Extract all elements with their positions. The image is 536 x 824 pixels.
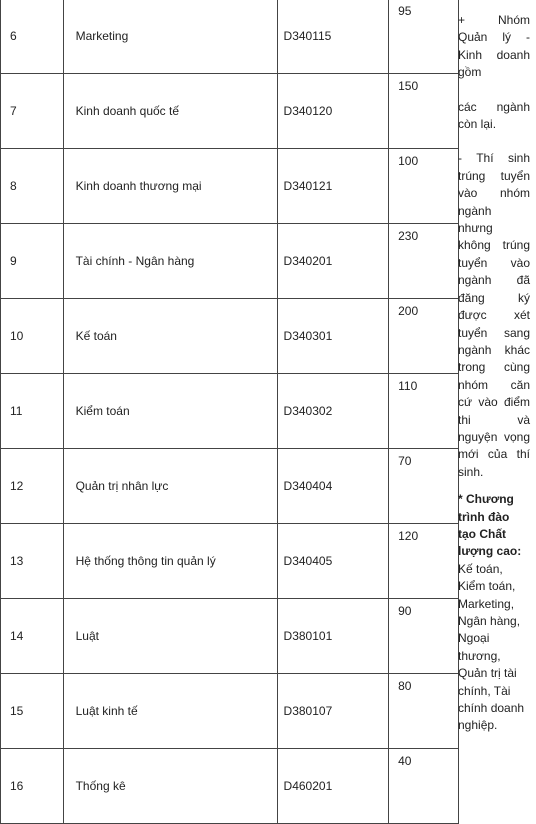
major-code: D340201: [277, 224, 389, 299]
major-code: D340120: [277, 74, 389, 149]
quota-value: 110: [389, 374, 459, 449]
major-code: D460201: [277, 749, 389, 824]
major-name: Luật: [63, 599, 277, 674]
major-name: Tài chính - Ngân hàng: [63, 224, 277, 299]
major-name: Kinh doanh quốc tế: [63, 74, 277, 149]
table-row: [1, 0, 536, 74]
note-high-quality-heading: [458, 491, 530, 561]
note-heading-line: * Chương: [458, 491, 530, 508]
note-heading-line: tạo Chất: [458, 526, 530, 543]
major-code: D380107: [277, 674, 389, 749]
row-number: 8: [1, 149, 64, 224]
note-line: còn lại.: [458, 116, 530, 133]
table-row: [1, 749, 536, 824]
row-number: 15: [1, 674, 64, 749]
program-line: Marketing,: [458, 596, 530, 613]
major-code: D340115: [277, 0, 389, 74]
note-line: nguyện vọng: [458, 429, 530, 446]
note-line: trong cùng: [458, 359, 530, 376]
note-line: + Nhóm: [458, 12, 530, 29]
note-line: sinh.: [458, 464, 530, 481]
note-line: nhưng: [458, 220, 530, 237]
table-row: [1, 524, 536, 599]
note-transfer-rule: [458, 150, 530, 481]
note-line: Kinh doanh: [458, 47, 530, 64]
table-row: [1, 599, 536, 674]
note-line: vào nhóm: [458, 185, 530, 202]
note-line: tuyển vào: [458, 255, 530, 272]
note-line: các ngành: [458, 99, 530, 116]
quota-value: 90: [389, 599, 459, 674]
notes-column: [458, 12, 530, 735]
note-line: mới của thí: [458, 446, 530, 463]
major-code: D340121: [277, 149, 389, 224]
major-code: D340301: [277, 299, 389, 374]
quota-value: 40: [389, 749, 459, 824]
quota-value: 150: [389, 74, 459, 149]
note-line: Quản lý -: [458, 29, 530, 46]
major-name: Quản trị nhân lực: [63, 449, 277, 524]
note-spacer: [458, 133, 530, 150]
program-line: nghiệp.: [458, 717, 530, 734]
major-name: Hệ thống thông tin quản lý: [63, 524, 277, 599]
row-number: 7: [1, 74, 64, 149]
row-number: 6: [1, 0, 64, 74]
quota-value: 100: [389, 149, 459, 224]
note-line: thi và: [458, 412, 530, 429]
major-name: Kinh doanh thương mại: [63, 149, 277, 224]
note-high-quality-programs: [458, 561, 530, 735]
quota-value: 70: [389, 449, 459, 524]
program-line: Quản trị tài: [458, 665, 530, 682]
note-spacer: [458, 481, 530, 491]
table-row: [1, 74, 536, 149]
major-code: D340405: [277, 524, 389, 599]
note-line: được xét: [458, 307, 530, 324]
note-group-intro: [458, 12, 530, 82]
table-row: [1, 374, 536, 449]
table-row: [1, 149, 536, 224]
row-number: 13: [1, 524, 64, 599]
row-number: 11: [1, 374, 64, 449]
major-code: D380101: [277, 599, 389, 674]
note-line: trúng tuyển: [458, 168, 530, 185]
quota-value: 80: [389, 674, 459, 749]
note-line: nhóm căn: [458, 377, 530, 394]
note-line: gồm: [458, 64, 530, 81]
major-name: Luật kinh tế: [63, 674, 277, 749]
major-name: Kiểm toán: [63, 374, 277, 449]
note-spacer: [458, 82, 530, 99]
major-name: Thống kê: [63, 749, 277, 824]
note-line: không trúng: [458, 237, 530, 254]
note-heading-line: lượng cao:: [458, 543, 530, 560]
table-row: [1, 299, 536, 374]
major-name: Kế toán: [63, 299, 277, 374]
quota-value: 95: [389, 0, 459, 74]
program-line: Kiểm toán,: [458, 578, 530, 595]
row-number: 14: [1, 599, 64, 674]
row-number: 16: [1, 749, 64, 824]
note-line: đăng ký: [458, 290, 530, 307]
note-line: ngành đã: [458, 272, 530, 289]
program-line: Ngân hàng,: [458, 613, 530, 630]
note-line: cứ vào điểm: [458, 394, 530, 411]
program-line: thương,: [458, 648, 530, 665]
row-number: 9: [1, 224, 64, 299]
note-line: - Thí sinh: [458, 150, 530, 167]
row-number: 10: [1, 299, 64, 374]
majors-table-body: [1, 0, 536, 824]
major-name: Marketing: [63, 0, 277, 74]
program-line: chính, Tài: [458, 683, 530, 700]
quota-value: 230: [389, 224, 459, 299]
major-code: D340404: [277, 449, 389, 524]
table-row: [1, 449, 536, 524]
program-line: chính doanh: [458, 700, 530, 717]
note-group-remaining: [458, 99, 530, 134]
quota-value: 120: [389, 524, 459, 599]
major-code: D340302: [277, 374, 389, 449]
note-line: ngành: [458, 203, 530, 220]
note-line: ngành khác: [458, 342, 530, 359]
quota-value: 200: [389, 299, 459, 374]
note-line: tuyển sang: [458, 325, 530, 342]
program-line: Kế toán,: [458, 561, 530, 578]
program-line: Ngoại: [458, 630, 530, 647]
row-number: 12: [1, 449, 64, 524]
table-row: [1, 224, 536, 299]
note-heading-line: trình đào: [458, 509, 530, 526]
table-row: [1, 674, 536, 749]
